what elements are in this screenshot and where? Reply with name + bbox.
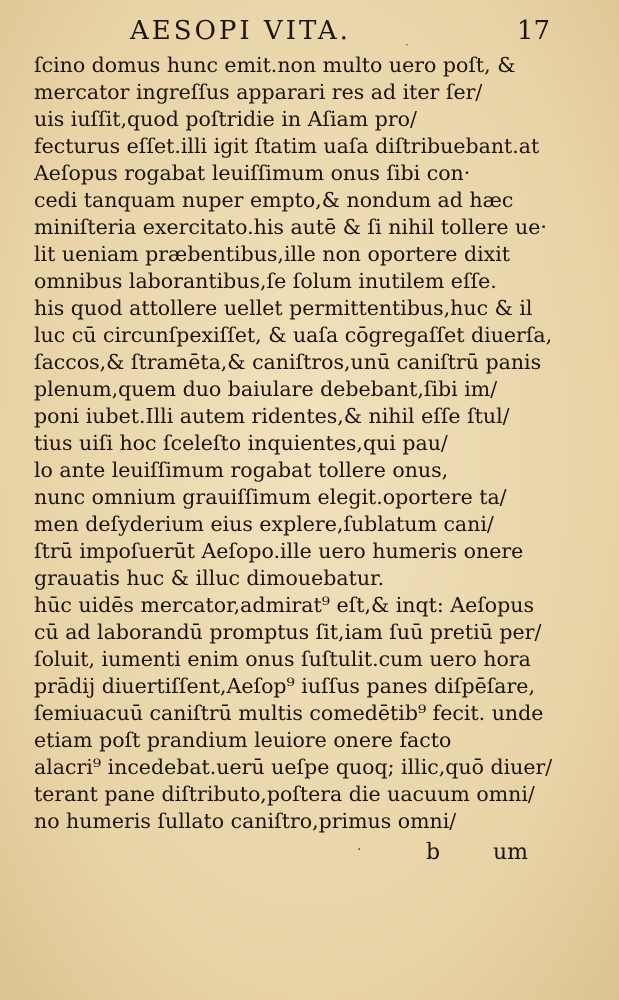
text-line: tius uiſi hoc ſceleſto inquientes,qui pau/: [34, 431, 448, 455]
text-line: ſtrū impoſuerūt Aeſopo.ille uero humeris onere: [34, 539, 524, 563]
body-text: [34, 52, 553, 835]
text-line: ſaccos,& ſtramēta,& caniſtros,unū caniſtrū panis: [34, 350, 542, 374]
text-line: miniſteria exercitato.his autē & ſi nihil tollere ue·: [34, 215, 547, 239]
catchword: um: [493, 840, 529, 865]
text-line: ſcino domus hunc emit.non multo uero poſt, &: [34, 53, 516, 77]
running-title: AESOPI VITA.: [130, 16, 351, 46]
text-line: Aeſopus rogabat leuiſſimum onus ſibi con·: [34, 161, 471, 185]
signature-mark: b: [426, 840, 441, 865]
text-line: hūc uidēs mercator,admirat⁹ eſt,& inqt: Aeſopus: [34, 593, 534, 617]
text-line: luc cū circunſpexiſſet, & uaſa cōgregaſſet diuerſa,: [34, 323, 553, 347]
text-line: cū ad laborandū promptus ſit,iam ſuū pretiū per/: [34, 620, 542, 644]
ornament-dot: ·: [405, 38, 409, 52]
text-line: lo ante leuiſſimum rogabat tollere onus,: [34, 458, 449, 482]
text-line: mercator ingreſſus apparari res ad iter ſer/: [34, 80, 483, 104]
text-line: ſoluit, iumenti enim onus ſuſtulit.cum uero hora: [34, 647, 531, 671]
text-line: cedi tanquam nuper empto,& nondum ad hæc: [34, 188, 514, 212]
text-line: no humeris ſullato caniſtro,primus omni/: [34, 809, 457, 833]
text-line: uis iuſſit,quod poſtridie in Aſiam pro/: [34, 107, 417, 131]
text-line: fecturus eſſet.illi igit ſtatim uaſa diſtribuebant.at: [34, 134, 540, 158]
printer-mark: ·: [357, 842, 362, 858]
text-line: his quod attollere uellet permittentibus,huc & il: [34, 296, 533, 320]
text-line: etiam poſt prandium leuiore onere facto: [34, 728, 452, 752]
text-line: prādij diuertiſſent,Aeſop⁹ iuſſus panes diſpēſare,: [34, 674, 535, 698]
text-line: ſemiuacuū caniſtrū multis comedētib⁹ fecit. unde: [34, 701, 544, 725]
text-line: plenum,quem duo baiulare debebant,ſibi im/: [34, 377, 498, 401]
page-number: 17: [516, 16, 550, 46]
text-line: alacri⁹ incedebat.uerū ueſpe quoq; illic,quō diuer/: [34, 755, 553, 779]
text-line: terant pane diſtributo,poſtera die uacuum omni/: [34, 782, 535, 806]
page-footer: [0, 840, 619, 870]
text-line: men deſyderium eius explere,ſublatum cani/: [34, 512, 494, 536]
page-header: [130, 14, 550, 52]
text-line: lit ueniam præbentibus,ille non oportere dixit: [34, 242, 510, 266]
text-line: grauatis huc & illuc dimouebatur.: [34, 566, 385, 590]
text-line: omnibus laborantibus,ſe ſolum inutilem eſſe.: [34, 269, 497, 293]
text-line: nunc omnium grauiſſimum elegit.oportere ta/: [34, 485, 507, 509]
text-line: poni iubet.Illi autem ridentes,& nihil eſſe ſtul/: [34, 404, 510, 428]
